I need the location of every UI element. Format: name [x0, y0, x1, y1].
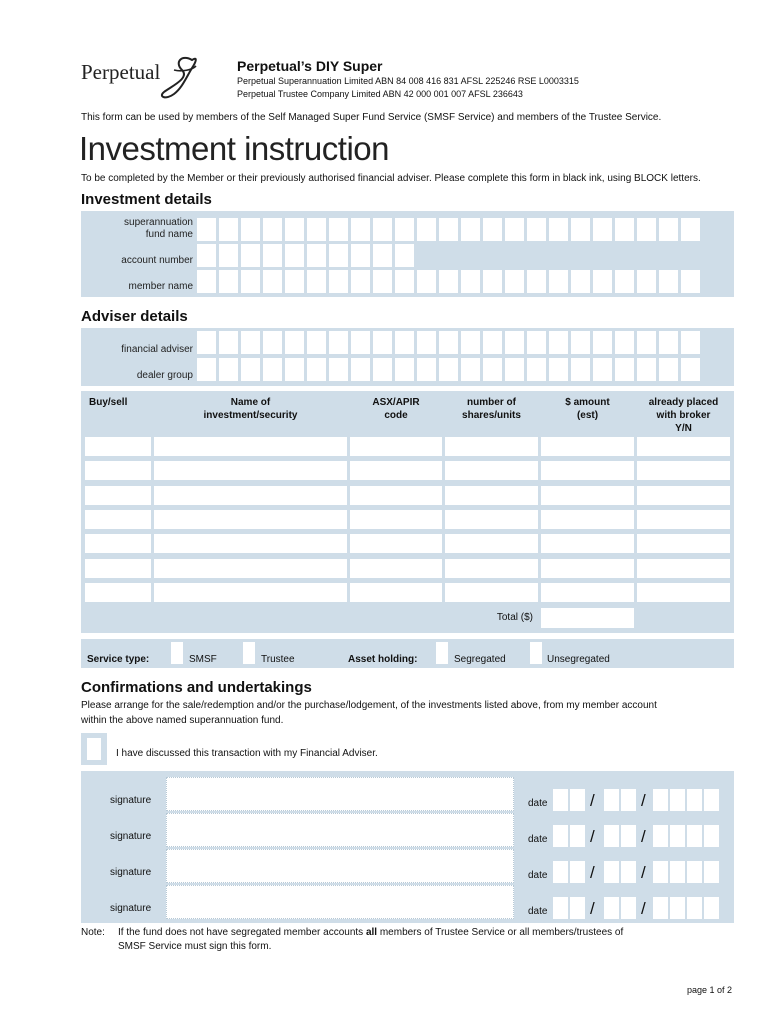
date-month-box[interactable]	[621, 825, 636, 847]
date-year-box[interactable]	[653, 825, 668, 847]
date-month-box[interactable]	[621, 897, 636, 919]
char-box[interactable]	[637, 218, 656, 241]
date-separator: /	[641, 899, 646, 918]
signature-label: signature	[110, 831, 152, 842]
char-box[interactable]	[505, 358, 524, 381]
char-box[interactable]	[681, 270, 700, 293]
char-box[interactable]	[549, 358, 568, 381]
date-day-box[interactable]	[553, 861, 568, 883]
note-line-1: If the fund does not have segregated member accounts all members of Trustee Service or all members/trustees of	[118, 927, 624, 938]
perpetual-logo-text: Perpetual	[81, 60, 161, 84]
col-asx-apir-code: ASX/APIR code	[372, 397, 420, 421]
char-box[interactable]	[219, 244, 238, 267]
char-box[interactable]	[351, 358, 370, 381]
char-box[interactable]	[659, 218, 678, 241]
char-box[interactable]	[417, 358, 436, 381]
date-day-box[interactable]	[553, 825, 568, 847]
adviser-discussed-checkbox-frame	[81, 733, 107, 765]
char-box[interactable]	[219, 358, 238, 381]
date-day-box[interactable]	[553, 789, 568, 811]
char-box[interactable]	[373, 270, 392, 293]
table-cell[interactable]	[85, 510, 151, 529]
char-box[interactable]	[263, 218, 282, 241]
date-label: date	[528, 870, 548, 881]
header-line-2: Perpetual Trustee Company Limited ABN 42 000 001 007 AFSL 236643	[237, 89, 523, 99]
investment-details-heading: Investment details	[81, 191, 212, 208]
char-box[interactable]	[681, 358, 700, 381]
table-cell[interactable]	[541, 534, 634, 553]
confirmation-paragraph-line-2: within the above named superannuation fund.	[81, 715, 284, 726]
char-box[interactable]	[263, 270, 282, 293]
char-box[interactable]	[637, 358, 656, 381]
date-separator: /	[590, 827, 595, 846]
account-number-boxes[interactable]	[197, 244, 414, 267]
date-label: date	[528, 906, 548, 917]
signature-row	[81, 885, 734, 919]
table-cell[interactable]	[445, 510, 538, 529]
char-box[interactable]	[285, 244, 304, 267]
signature-label: signature	[110, 867, 152, 878]
confirmation-paragraph-line-1: Please arrange for the sale/redemption and/or the purchase/lodgement, of the investments listed above, from my member account	[81, 700, 657, 711]
date-year-box[interactable]	[653, 861, 668, 883]
char-box[interactable]	[615, 270, 634, 293]
signature-row	[81, 849, 734, 883]
table-cell[interactable]	[350, 583, 442, 602]
date-separator: /	[590, 863, 595, 882]
date-separator: /	[641, 791, 646, 810]
char-box[interactable]	[263, 244, 282, 267]
account-number-label: account number	[121, 255, 193, 266]
perpetual-logo-mark	[152, 52, 204, 102]
char-box[interactable]	[593, 270, 612, 293]
confirmations-heading: Confirmations and undertakings	[81, 679, 312, 696]
char-box[interactable]	[659, 331, 678, 354]
date-separator: /	[641, 863, 646, 882]
char-box[interactable]	[329, 244, 348, 267]
char-box[interactable]	[329, 358, 348, 381]
char-box[interactable]	[439, 270, 458, 293]
char-box[interactable]	[307, 270, 326, 293]
table-cell[interactable]	[541, 461, 634, 480]
header-line-1: Perpetual Superannuation Limited ABN 84 008 416 831 AFSL 225246 RSE L0003315	[237, 76, 579, 86]
date-year-box[interactable]	[704, 789, 719, 811]
char-box[interactable]	[285, 331, 304, 354]
date-year-box[interactable]	[670, 825, 685, 847]
table-cell[interactable]	[154, 437, 347, 456]
char-box[interactable]	[571, 331, 590, 354]
asset-holding-label: Asset holding:	[348, 654, 418, 665]
adviser-discussed-label: I have discussed this transaction with my Financial Adviser.	[116, 748, 378, 759]
dealer-group-label: dealer group	[136, 370, 193, 381]
table-cell[interactable]	[154, 461, 347, 480]
unsegregated-checkbox[interactable]	[530, 642, 542, 664]
char-box[interactable]	[307, 244, 326, 267]
char-box[interactable]	[571, 270, 590, 293]
table-cell[interactable]	[637, 534, 730, 553]
char-box[interactable]	[659, 270, 678, 293]
char-box[interactable]	[461, 358, 480, 381]
page-number: page 1 of 2	[687, 985, 733, 995]
table-cell[interactable]	[637, 583, 730, 602]
financial-adviser-label: financial adviser	[121, 344, 193, 355]
table-cell[interactable]	[541, 559, 634, 578]
char-box[interactable]	[351, 218, 370, 241]
signature-field[interactable]	[166, 777, 514, 811]
date-label: date	[528, 834, 548, 845]
smsf-checkbox[interactable]	[171, 642, 183, 664]
service-type-strip	[81, 639, 734, 668]
char-box[interactable]	[395, 270, 414, 293]
table-cell[interactable]	[541, 510, 634, 529]
char-box[interactable]	[659, 358, 678, 381]
intro-text: This form can be used by members of the Self Managed Super Fund Service (SMSF Service) and members of the Trustee Service.	[81, 112, 662, 123]
char-box[interactable]	[439, 331, 458, 354]
table-cell[interactable]	[445, 486, 538, 505]
instruction-text: To be completed by the Member or their previously authorised financial adviser. Please complete this form in black ink, using BLOCK letters.	[81, 173, 701, 184]
char-box[interactable]	[241, 331, 260, 354]
char-box[interactable]	[527, 218, 546, 241]
total-label: Total ($)	[496, 612, 533, 623]
char-box[interactable]	[373, 244, 392, 267]
table-cell[interactable]	[85, 486, 151, 505]
char-box[interactable]	[329, 331, 348, 354]
char-box[interactable]	[329, 218, 348, 241]
date-separator: /	[590, 791, 595, 810]
char-box[interactable]	[395, 331, 414, 354]
date-day-box[interactable]	[570, 789, 585, 811]
table-cell[interactable]	[85, 534, 151, 553]
date-year-box[interactable]	[704, 897, 719, 919]
date-year-box[interactable]	[687, 789, 702, 811]
char-box[interactable]	[571, 218, 590, 241]
col-shares-units: number of shares/units	[462, 397, 521, 421]
char-box[interactable]	[329, 270, 348, 293]
char-box[interactable]	[219, 218, 238, 241]
col-buy-sell: Buy/sell	[89, 397, 128, 408]
investment-table	[81, 391, 734, 633]
table-cell[interactable]	[637, 510, 730, 529]
table-cell[interactable]	[350, 534, 442, 553]
table-cell[interactable]	[85, 583, 151, 602]
table-cell[interactable]	[154, 486, 347, 505]
table-cell[interactable]	[637, 461, 730, 480]
char-box[interactable]	[483, 218, 502, 241]
table-cell[interactable]	[541, 437, 634, 456]
date-month-box[interactable]	[604, 861, 619, 883]
signature-field[interactable]	[166, 885, 514, 919]
char-box[interactable]	[571, 358, 590, 381]
table-cell[interactable]	[637, 437, 730, 456]
segregated-checkbox[interactable]	[436, 642, 448, 664]
char-box[interactable]	[505, 270, 524, 293]
char-box[interactable]	[461, 218, 480, 241]
char-box[interactable]	[219, 331, 238, 354]
char-box[interactable]	[549, 331, 568, 354]
char-box[interactable]	[417, 218, 436, 241]
table-cell[interactable]	[445, 437, 538, 456]
char-box[interactable]	[263, 331, 282, 354]
table-cell[interactable]	[541, 486, 634, 505]
char-box[interactable]	[615, 331, 634, 354]
signature-label: signature	[110, 795, 152, 806]
table-cell[interactable]	[445, 461, 538, 480]
char-box[interactable]	[417, 270, 436, 293]
col-investment-name: Name of investment/security	[203, 397, 298, 421]
note-line-2: SMSF Service must sign this form.	[118, 941, 272, 952]
adviser-discussed-checkbox[interactable]	[87, 738, 101, 760]
char-box[interactable]	[285, 358, 304, 381]
char-box[interactable]	[505, 218, 524, 241]
char-box[interactable]	[285, 270, 304, 293]
date-month-box[interactable]	[604, 825, 619, 847]
char-box[interactable]	[681, 218, 700, 241]
date-month-box[interactable]	[604, 789, 619, 811]
char-box[interactable]	[351, 331, 370, 354]
date-year-box[interactable]	[704, 861, 719, 883]
char-box[interactable]	[197, 270, 216, 293]
table-cell[interactable]	[637, 486, 730, 505]
date-year-box[interactable]	[704, 825, 719, 847]
char-box[interactable]	[197, 244, 216, 267]
date-day-box[interactable]	[570, 861, 585, 883]
service-type-label: Service type:	[87, 654, 150, 665]
adviser-details-panel	[81, 328, 734, 386]
char-box[interactable]	[549, 218, 568, 241]
fund-name-boxes[interactable]	[197, 218, 700, 241]
char-box[interactable]	[681, 331, 700, 354]
char-box[interactable]	[593, 218, 612, 241]
char-box[interactable]	[351, 244, 370, 267]
col-already-placed: already placed with broker Y/N	[648, 397, 719, 434]
char-box[interactable]	[615, 358, 634, 381]
char-box[interactable]	[307, 358, 326, 381]
char-box[interactable]	[637, 270, 656, 293]
date-separator: /	[590, 899, 595, 918]
trustee-label: Trustee	[261, 654, 295, 665]
table-cell[interactable]	[85, 461, 151, 480]
segregated-label: Segregated	[454, 654, 506, 665]
char-box[interactable]	[241, 218, 260, 241]
char-box[interactable]	[197, 331, 216, 354]
date-day-box[interactable]	[570, 897, 585, 919]
char-box[interactable]	[483, 270, 502, 293]
char-box[interactable]	[395, 218, 414, 241]
table-cell[interactable]	[445, 534, 538, 553]
trustee-checkbox[interactable]	[243, 642, 255, 664]
table-cell[interactable]	[154, 510, 347, 529]
table-cell[interactable]	[350, 486, 442, 505]
date-year-box[interactable]	[670, 897, 685, 919]
date-month-box[interactable]	[621, 861, 636, 883]
unsegregated-label: Unsegregated	[547, 654, 610, 665]
date-year-box[interactable]	[670, 789, 685, 811]
char-box[interactable]	[373, 331, 392, 354]
char-box[interactable]	[241, 358, 260, 381]
table-cell[interactable]	[445, 583, 538, 602]
char-box[interactable]	[593, 331, 612, 354]
date-year-box[interactable]	[670, 861, 685, 883]
char-box[interactable]	[483, 331, 502, 354]
signature-field[interactable]	[166, 813, 514, 847]
date-year-box[interactable]	[687, 897, 702, 919]
date-year-box[interactable]	[687, 825, 702, 847]
char-box[interactable]	[351, 270, 370, 293]
char-box[interactable]	[549, 270, 568, 293]
char-box[interactable]	[219, 270, 238, 293]
char-box[interactable]	[307, 218, 326, 241]
table-cell[interactable]	[350, 437, 442, 456]
table-cell[interactable]	[637, 559, 730, 578]
dealer-group-boxes[interactable]	[197, 358, 700, 381]
date-separator: /	[641, 827, 646, 846]
note-label: Note:	[81, 927, 105, 938]
table-cell[interactable]	[154, 534, 347, 553]
char-box[interactable]	[527, 270, 546, 293]
char-box[interactable]	[483, 358, 502, 381]
char-box[interactable]	[241, 270, 260, 293]
char-box[interactable]	[197, 218, 216, 241]
char-box[interactable]	[373, 358, 392, 381]
total-amount-field[interactable]	[541, 608, 634, 628]
char-box[interactable]	[197, 358, 216, 381]
product-title: Perpetual’s DIY Super	[237, 58, 383, 74]
char-box[interactable]	[637, 331, 656, 354]
signature-panel	[81, 771, 734, 923]
char-box[interactable]	[439, 358, 458, 381]
fund-name-label: superannuation fund name	[124, 217, 193, 240]
table-cell[interactable]	[154, 559, 347, 578]
char-box[interactable]	[417, 331, 436, 354]
char-box[interactable]	[439, 218, 458, 241]
adviser-details-heading: Adviser details	[81, 308, 188, 325]
table-cell[interactable]	[541, 583, 634, 602]
char-box[interactable]	[615, 218, 634, 241]
col-amount: $ amount (est)	[565, 397, 610, 421]
investment-details-panel	[81, 211, 734, 297]
date-day-box[interactable]	[553, 897, 568, 919]
date-month-box[interactable]	[604, 897, 619, 919]
char-box[interactable]	[263, 358, 282, 381]
char-box[interactable]	[505, 331, 524, 354]
signature-field[interactable]	[166, 849, 514, 883]
table-cell[interactable]	[350, 510, 442, 529]
char-box[interactable]	[527, 331, 546, 354]
member-name-boxes[interactable]	[197, 270, 700, 293]
form-title: Investment instruction	[79, 130, 389, 167]
table-cell[interactable]	[445, 559, 538, 578]
char-box[interactable]	[285, 218, 304, 241]
table-cell[interactable]	[85, 559, 151, 578]
char-box[interactable]	[461, 331, 480, 354]
char-box[interactable]	[527, 358, 546, 381]
financial-adviser-boxes[interactable]	[197, 331, 700, 354]
char-box[interactable]	[593, 358, 612, 381]
char-box[interactable]	[395, 244, 414, 267]
char-box[interactable]	[241, 244, 260, 267]
table-cell[interactable]	[85, 437, 151, 456]
table-cell[interactable]	[350, 461, 442, 480]
char-box[interactable]	[373, 218, 392, 241]
table-cell[interactable]	[154, 583, 347, 602]
table-cell[interactable]	[350, 559, 442, 578]
signature-label: signature	[110, 903, 152, 914]
char-box[interactable]	[307, 331, 326, 354]
smsf-label: SMSF	[189, 654, 217, 665]
date-label: date	[528, 798, 548, 809]
date-month-box[interactable]	[621, 789, 636, 811]
signature-row	[81, 813, 734, 847]
date-year-box[interactable]	[653, 789, 668, 811]
date-year-box[interactable]	[687, 861, 702, 883]
date-year-box[interactable]	[653, 897, 668, 919]
char-box[interactable]	[395, 358, 414, 381]
char-box[interactable]	[461, 270, 480, 293]
member-name-label: member name	[128, 281, 193, 292]
signature-row	[81, 777, 734, 811]
date-day-box[interactable]	[570, 825, 585, 847]
